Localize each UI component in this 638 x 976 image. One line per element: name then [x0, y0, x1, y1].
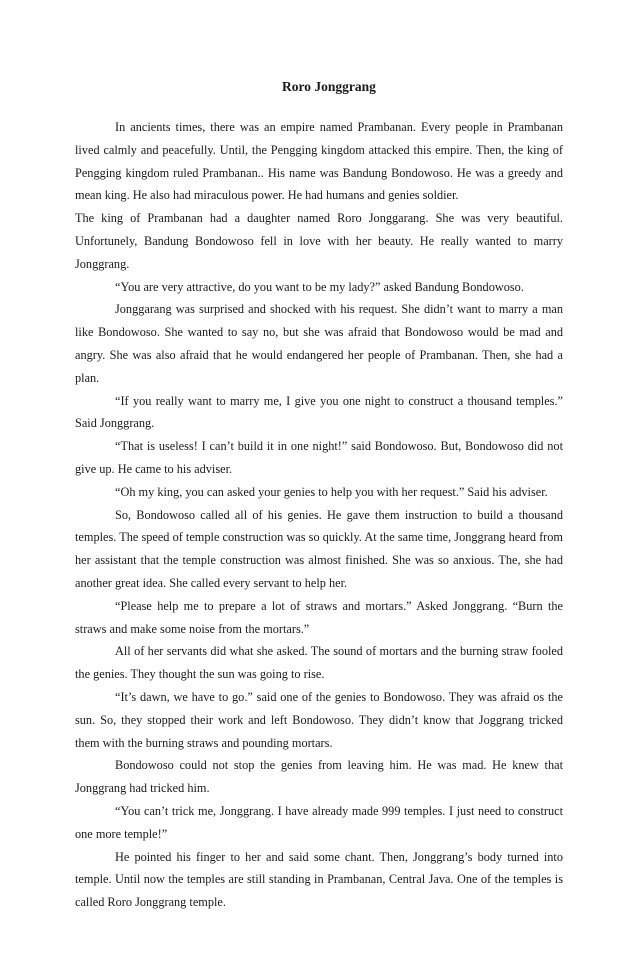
paragraph: Jonggarang was surprised and shocked with his request. She didn’t want to marry a man like Bondowoso. She wanted to say no, but she was afraid that Bondowoso would be mad and angry. She was also afraid that he would endangered her people of Prambanan. Then, she had a plan. [75, 302, 563, 385]
paragraph: The king of Prambanan had a daughter named Roro Jonggarang. She was very beautiful. Unfortunely, Bandung Bondowoso fell in love with her beauty. He really wanted to marry Jonggrang. [75, 211, 563, 271]
paragraph: Bondowoso could not stop the genies from leaving him. He was mad. He knew that Jonggrang had tricked him. [75, 758, 563, 796]
paragraph: “Oh my king, you can asked your genies to help you with her request.” Said his adviser. [115, 484, 548, 499]
paragraph: He pointed his finger to her and said some chant. Then, Jonggrang’s body turned into temple. Until now the temples are still standing in Prambanan, Central Java. One of the temples is called Roro Jonggrang temple. [75, 849, 563, 910]
paragraph: “You are very attractive, do you want to be my lady?” asked Bandung Bondowoso. [115, 279, 524, 294]
paragraph: “Please help me to prepare a lot of straws and mortars.” Asked Jonggrang. “Burn the straws and make some noise from the mortars.” [75, 598, 563, 636]
document-title: Roro Jonggrang [282, 79, 376, 94]
document-page [75, 78, 563, 914]
paragraph: So, Bondowoso called all of his genies. He gave them instruction to build a thousand temples. The speed of temple construction was so quickly. At the same time, Jonggrang heard from her assistant that the temple construction was almost finished. She was so anxious. The, she had another great idea. She called every servant to help her. [75, 507, 563, 590]
paragraph: In ancients times, there was an empire named Prambanan. Every people in Prambanan lived calmly and peacefully. Until, the Pengging kingdom attacked this empire. Then, the king of Pengging kingdom ruled Prambanan.. His name was Bandung Bondowoso. He was a greedy and mean king. He also had miraculous power. He had humans and genies soldier. [75, 120, 563, 203]
paragraph: “If you really want to marry me, I give you one night to construct a thousand temples.” Said Jonggrang. [75, 393, 563, 431]
paragraph: All of her servants did what she asked. The sound of mortars and the burning straw fooled the genies. They thought the sun was going to rise. [75, 644, 563, 682]
paragraph: “You can’t trick me, Jonggrang. I have already made 999 temples. I just need to construct one more temple!” [75, 803, 563, 841]
paragraph: “It’s dawn, we have to go.” said one of the genies to Bondowoso. They was afraid os the sun. So, they stopped their work and left Bondowoso. They didn’t know that Joggrang tricked them with the burning straws and pounding mortars. [75, 689, 563, 750]
paragraph: “That is useless! I can’t build it in one night!” said Bondowoso. But, Bondowoso did not give up. He came to his adviser. [75, 439, 563, 476]
